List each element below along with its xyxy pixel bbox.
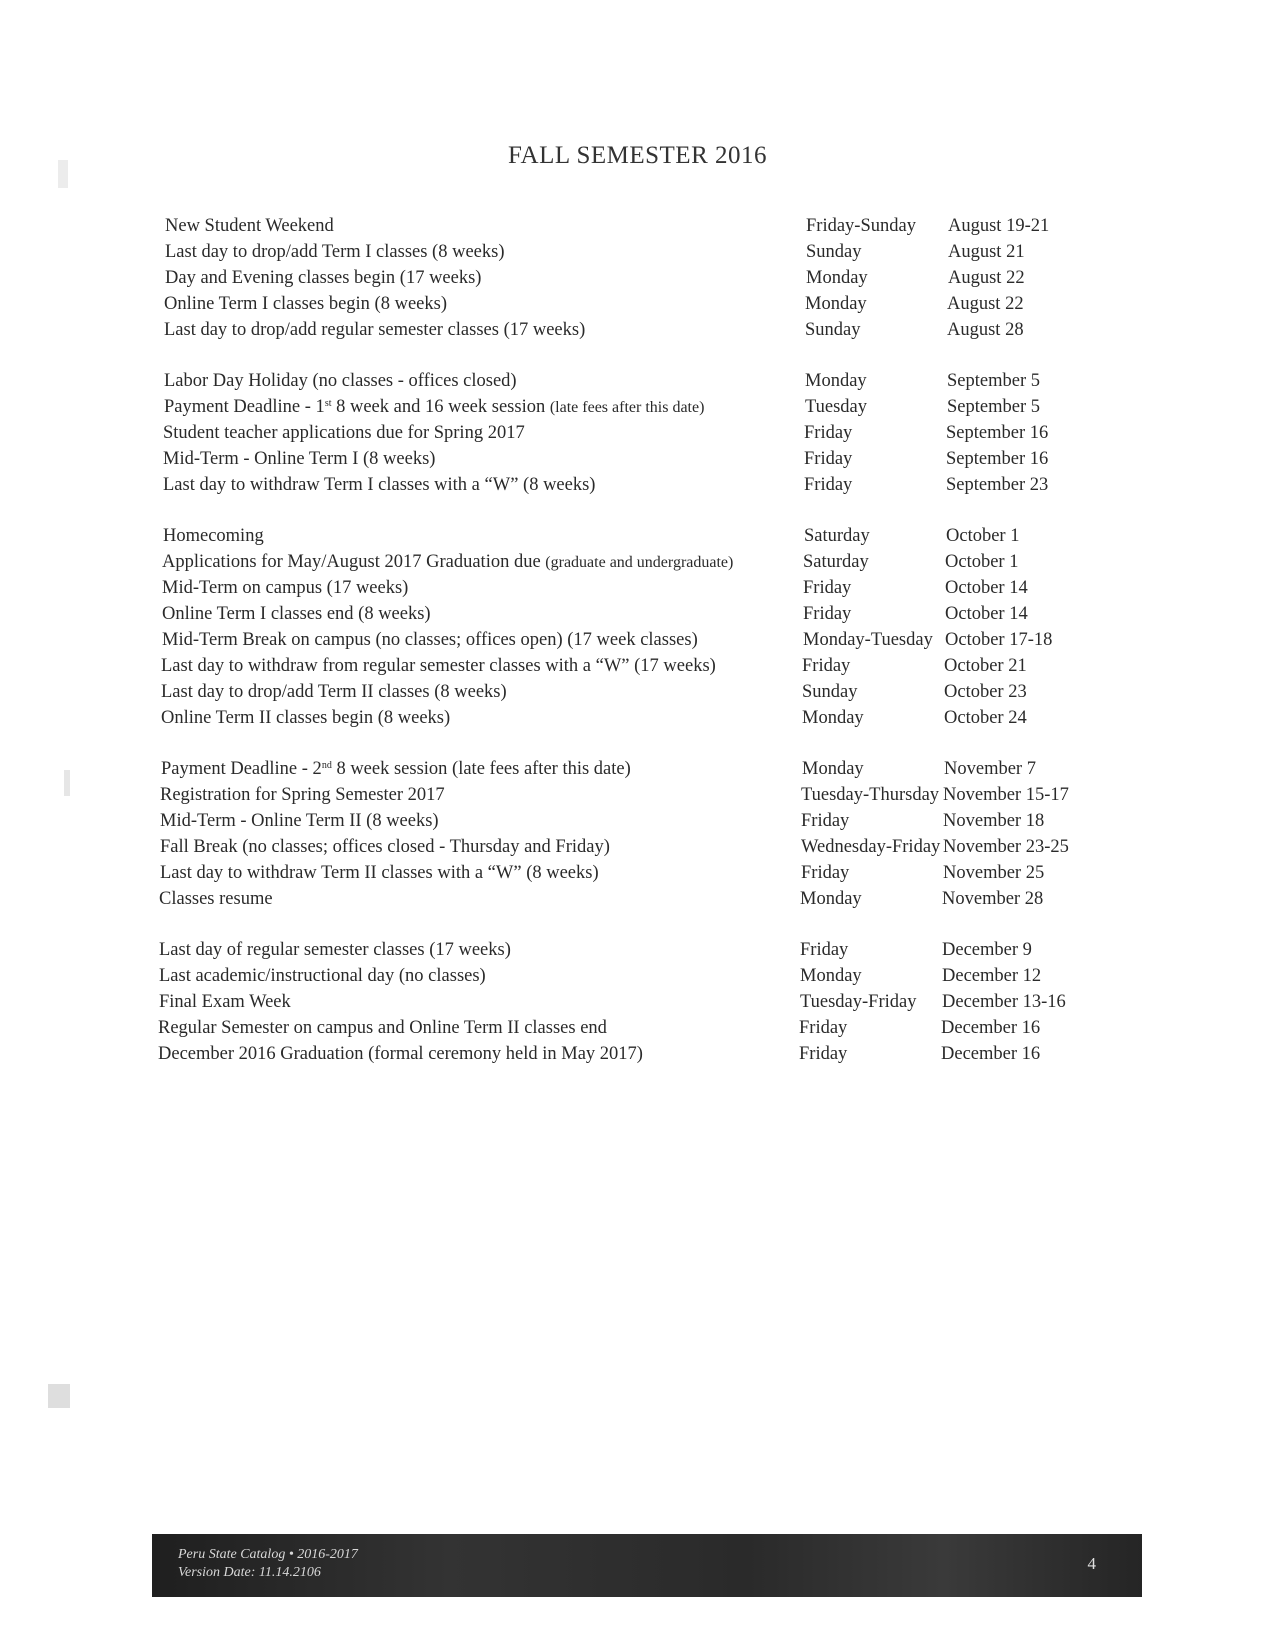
event-date: August 22: [948, 268, 1025, 288]
event-name-part: st: [324, 398, 332, 409]
event-name: Last day to drop/add Term II classes (8 weeks): [161, 682, 507, 702]
event-name: Last day to withdraw Term I classes with a “W” (8 weeks): [163, 475, 596, 495]
event-date: October 24: [944, 708, 1027, 728]
schedule-group: [0, 213, 1275, 343]
academic-calendar-schedule: [0, 213, 1275, 1092]
schedule-row: [0, 472, 1275, 498]
event-day: Monday: [800, 966, 862, 986]
event-day: Sunday: [806, 242, 862, 262]
event-day: Friday: [800, 940, 849, 960]
event-name-part: nd: [321, 760, 332, 771]
event-name: Online Term II classes begin (8 weeks): [161, 708, 451, 728]
catalog-footer: [152, 1534, 1142, 1597]
event-name: Labor Day Holiday (no classes - offices closed): [164, 371, 517, 391]
event-day: Friday: [804, 423, 853, 443]
schedule-row: [0, 937, 1275, 963]
event-date: November 18: [943, 811, 1045, 831]
page-title: FALL SEMESTER 2016: [507, 142, 767, 169]
schedule-row: [0, 446, 1275, 472]
event-name: Fall Break (no classes; offices closed - Thursday and Friday): [160, 837, 610, 857]
event-date: October 1: [945, 552, 1019, 572]
event-name-part: 8 week and 16 week session: [331, 397, 550, 417]
event-date: December 13-16: [942, 992, 1066, 1012]
schedule-row: [0, 1041, 1275, 1067]
event-day: Friday: [801, 811, 850, 831]
schedule-row: [0, 394, 1275, 420]
event-day: Friday: [803, 604, 852, 624]
event-name: Last day of regular semester classes (17 weeks): [159, 940, 511, 960]
event-name: Final Exam Week: [159, 992, 291, 1012]
event-date: December 16: [941, 1044, 1041, 1064]
event-day: Sunday: [802, 682, 858, 702]
schedule-row: [0, 834, 1275, 860]
page-number: 4: [1087, 1554, 1096, 1573]
event-name: Student teacher applications due for Spring 2017: [163, 423, 525, 443]
event-name-part: (graduate and undergraduate): [545, 554, 734, 571]
event-day: Monday: [805, 294, 867, 314]
event-day: Friday: [802, 656, 851, 676]
version-date: Version Date: 11.14.2106: [178, 1565, 321, 1580]
event-day: Monday: [805, 371, 867, 391]
event-name: Registration for Spring Semester 2017: [160, 785, 445, 805]
event-name: Last academic/instructional day (no classes): [159, 966, 486, 986]
event-date: September 23: [946, 475, 1049, 495]
event-day: Tuesday-Friday: [800, 992, 917, 1012]
event-name: [164, 394, 704, 421]
schedule-group: [0, 368, 1275, 498]
schedule-row: [0, 265, 1275, 291]
schedule-row: [0, 705, 1275, 731]
event-date: November 23-25: [943, 837, 1069, 857]
event-date: December 12: [942, 966, 1042, 986]
event-date: October 14: [945, 578, 1028, 598]
event-date: September 16: [946, 423, 1049, 443]
event-name: Online Term I classes end (8 weeks): [162, 604, 431, 624]
event-name: New Student Weekend: [165, 216, 334, 236]
event-date: August 21: [948, 242, 1025, 262]
event-name: Mid-Term - Online Term I (8 weeks): [163, 449, 436, 469]
event-day: Sunday: [805, 320, 861, 340]
event-day: Saturday: [804, 526, 870, 546]
event-day: Friday: [799, 1044, 848, 1064]
event-day: Friday-Sunday: [806, 216, 916, 236]
event-date: November 7: [944, 759, 1036, 779]
event-date: November 28: [942, 889, 1044, 909]
event-date: November 15-17: [943, 785, 1069, 805]
event-name: Last day to drop/add regular semester classes (17 weeks): [164, 320, 586, 340]
event-day: Friday: [801, 863, 850, 883]
event-name: Mid-Term - Online Term II (8 weeks): [160, 811, 439, 831]
event-name: Mid-Term Break on campus (no classes; offices open) (17 week classes): [162, 630, 698, 650]
event-name: Last day to withdraw Term II classes with a “W” (8 weeks): [160, 863, 599, 883]
schedule-group: [0, 523, 1275, 731]
event-day: Friday: [799, 1018, 848, 1038]
event-day: Monday-Tuesday: [803, 630, 933, 650]
event-day: Monday: [800, 889, 862, 909]
event-name-part: Applications for May/August 2017 Graduation due: [162, 552, 546, 572]
schedule-row: [0, 653, 1275, 679]
schedule-row: [0, 317, 1275, 343]
event-name-part: 8 week session (late fees after this date): [331, 759, 631, 779]
event-date: September 16: [946, 449, 1049, 469]
event-date: September 5: [947, 397, 1040, 417]
schedule-row: [0, 963, 1275, 989]
event-date: October 23: [944, 682, 1027, 702]
schedule-row: [0, 368, 1275, 394]
event-name: Classes resume: [159, 889, 273, 909]
event-name: Last day to withdraw from regular semester classes with a “W” (17 weeks): [161, 656, 716, 676]
event-name: December 2016 Graduation (formal ceremony held in May 2017): [158, 1044, 643, 1064]
event-name: Homecoming: [163, 526, 264, 546]
schedule-row: [0, 1015, 1275, 1041]
schedule-row: [0, 808, 1275, 834]
scan-artifact: [48, 1384, 70, 1408]
event-name-part: Payment Deadline - 1: [164, 397, 325, 417]
schedule-row: [0, 523, 1275, 549]
event-date: August 22: [947, 294, 1024, 314]
event-day: Friday: [804, 449, 853, 469]
event-name-part: Payment Deadline - 2: [161, 759, 322, 779]
event-name: Mid-Term on campus (17 weeks): [162, 578, 409, 598]
schedule-row: [0, 575, 1275, 601]
schedule-row: [0, 989, 1275, 1015]
schedule-row: [0, 782, 1275, 808]
schedule-group: [0, 756, 1275, 912]
schedule-row: [0, 291, 1275, 317]
event-day: Monday: [802, 759, 864, 779]
event-day: Friday: [804, 475, 853, 495]
schedule-row: [0, 679, 1275, 705]
schedule-row: [0, 420, 1275, 446]
schedule-row: [0, 756, 1275, 782]
event-name: Last day to drop/add Term I classes (8 weeks): [165, 242, 505, 262]
event-date: August 28: [947, 320, 1024, 340]
schedule-row: [0, 549, 1275, 575]
event-day: Wednesday-Friday: [801, 837, 941, 857]
schedule-row: [0, 886, 1275, 912]
event-name: Regular Semester on campus and Online Term II classes end: [158, 1018, 607, 1038]
schedule-row: [0, 601, 1275, 627]
schedule-row: [0, 239, 1275, 265]
event-name: [162, 549, 733, 576]
event-day: Saturday: [803, 552, 869, 572]
event-name: Online Term I classes begin (8 weeks): [164, 294, 447, 314]
event-date: September 5: [947, 371, 1040, 391]
event-date: October 1: [946, 526, 1020, 546]
event-date: November 25: [943, 863, 1045, 883]
event-name: Day and Evening classes begin (17 weeks): [165, 268, 482, 288]
event-name-part: (late fees after this date): [549, 399, 705, 416]
schedule-row: [0, 860, 1275, 886]
event-day: Tuesday: [805, 397, 868, 417]
event-day: Friday: [803, 578, 852, 598]
schedule-row: [0, 213, 1275, 239]
event-date: December 16: [941, 1018, 1041, 1038]
event-name: [161, 756, 631, 782]
event-day: Tuesday-Thursday: [801, 785, 940, 805]
catalog-title: Peru State Catalog • 2016-2017: [178, 1547, 358, 1562]
event-date: October 17-18: [945, 630, 1053, 650]
schedule-row: [0, 627, 1275, 653]
event-date: August 19-21: [948, 216, 1050, 236]
event-day: Monday: [806, 268, 868, 288]
event-day: Monday: [802, 708, 864, 728]
schedule-group: [0, 937, 1275, 1067]
event-date: October 21: [944, 656, 1027, 676]
event-date: October 14: [945, 604, 1028, 624]
event-date: December 9: [942, 940, 1032, 960]
